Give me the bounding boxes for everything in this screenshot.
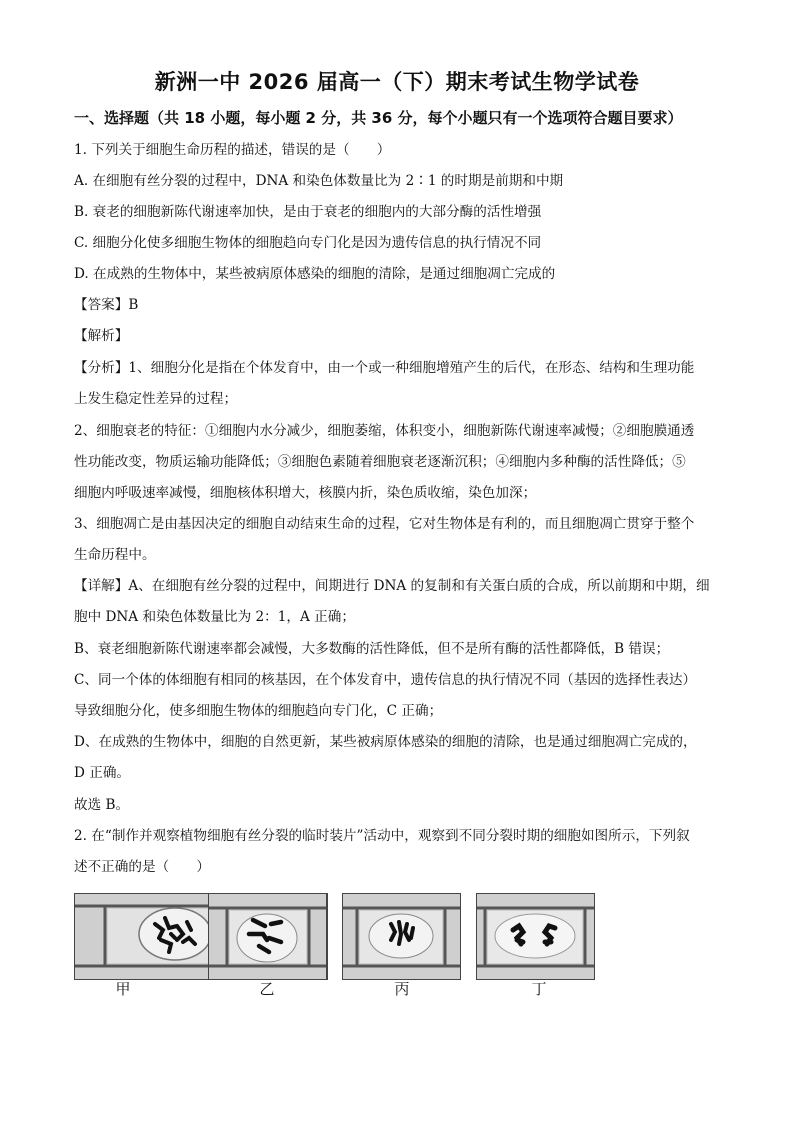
analysis-line: 【分析】1、细胞分化是指在个体发育中，由一个或一种细胞增殖产生的后代，在形态、结构和生理功能 (74, 360, 695, 376)
analysis-line: 导致细胞分化，使多细胞生物体的细胞趋向专门化，C 正确； (74, 703, 443, 719)
figure-label-jia: 甲 (115, 980, 131, 998)
analysis-line: 故选 B。 (74, 797, 130, 813)
analysis-line: 3、细胞凋亡是由基因决定的细胞自动结束生命的过程，它对生物体是有利的，而且细胞凋亡贯穿于整个 (74, 516, 695, 532)
analysis-line: D、在成熟的生物体中，细胞的自然更新，某些被病原体感染的细胞的清除，也是通过细胞凋亡完成的， (74, 734, 697, 750)
q2-stem-line: 述不正确的是（ ） (74, 859, 210, 875)
analysis-line: B、衰老细胞新陈代谢速率都会减慢，大多数酶的活性降低，但不是所有酶的活性都降低，B 错误； (74, 641, 670, 657)
analysis-line: 2、细胞衰老的特征：①细胞内水分减少，细胞萎缩，体积变小，细胞新陈代谢速率减慢；②细胞膜通透 (74, 423, 695, 439)
figure-label-yi: 乙 (259, 980, 275, 998)
q1-answer: 【答案】B (74, 297, 139, 313)
analysis-line: C、同一个体的体细胞有相同的核基因，在个体发育中，遗传信息的执行情况不同（基因的选择性表达） (74, 672, 697, 688)
analysis-line: 性功能改变，物质运输功能降低；③细胞色素随着细胞衰老逐渐沉积；④细胞内多种酶的活性降低；⑤ (74, 454, 686, 470)
q2-stem-line: 2. 在“制作并观察植物细胞有丝分裂的临时装片”活动中，观察到不同分裂时期的细胞如图所示，下列叙 (74, 828, 690, 844)
analysis-line: 上发生稳定性差异的过程； (74, 391, 238, 407)
q1-option-c: C. 细胞分化使多细胞生物体的细胞趋向专门化是因为遗传信息的执行情况不同 (74, 235, 542, 251)
micrograph-yi (208, 893, 327, 980)
section-heading: 一、选择题（共 18 小题，每小题 2 分，共 36 分，每个小题只有一个选项符合题目要求） (74, 109, 683, 127)
micrograph-bing (342, 893, 461, 980)
page-title: 新洲一中 2026 届高一（下）期末考试生物学试卷 (154, 70, 640, 94)
q1-option-b: B. 衰老的细胞新陈代谢速率加快，是由于衰老的细胞内的大部分酶的活性增强 (74, 204, 542, 220)
q1-analysis-label: 【解析】 (74, 328, 129, 344)
q1-stem: 1. 下列关于细胞生命历程的描述，错误的是（ ） (74, 142, 391, 158)
micrograph-ding (476, 893, 595, 980)
figure-label-ding: 丁 (531, 980, 547, 998)
q1-option-d: D. 在成熟的生物体中，某些被病原体感染的细胞的清除，是通过细胞凋亡完成的 (74, 266, 556, 282)
analysis-line: 【详解】A、在细胞有丝分裂的过程中，间期进行 DNA 的复制和有关蛋白质的合成，所以前期和中期，细 (74, 578, 710, 594)
analysis-line: 生命历程中。 (74, 547, 156, 563)
figure-label-bing: 丙 (394, 980, 410, 998)
analysis-line: D 正确。 (74, 765, 131, 781)
q1-option-a: A. 在细胞有丝分裂的过程中，DNA 和染色体数量比为 2∶1 的时期是前期和中期 (74, 173, 564, 189)
analysis-line: 胞中 DNA 和染色体数量比为 2：1，A 正确； (74, 609, 355, 625)
analysis-line: 细胞内呼吸速率减慢，细胞核体积增大，核膜内折，染色质收缩，染色加深； (74, 485, 537, 501)
